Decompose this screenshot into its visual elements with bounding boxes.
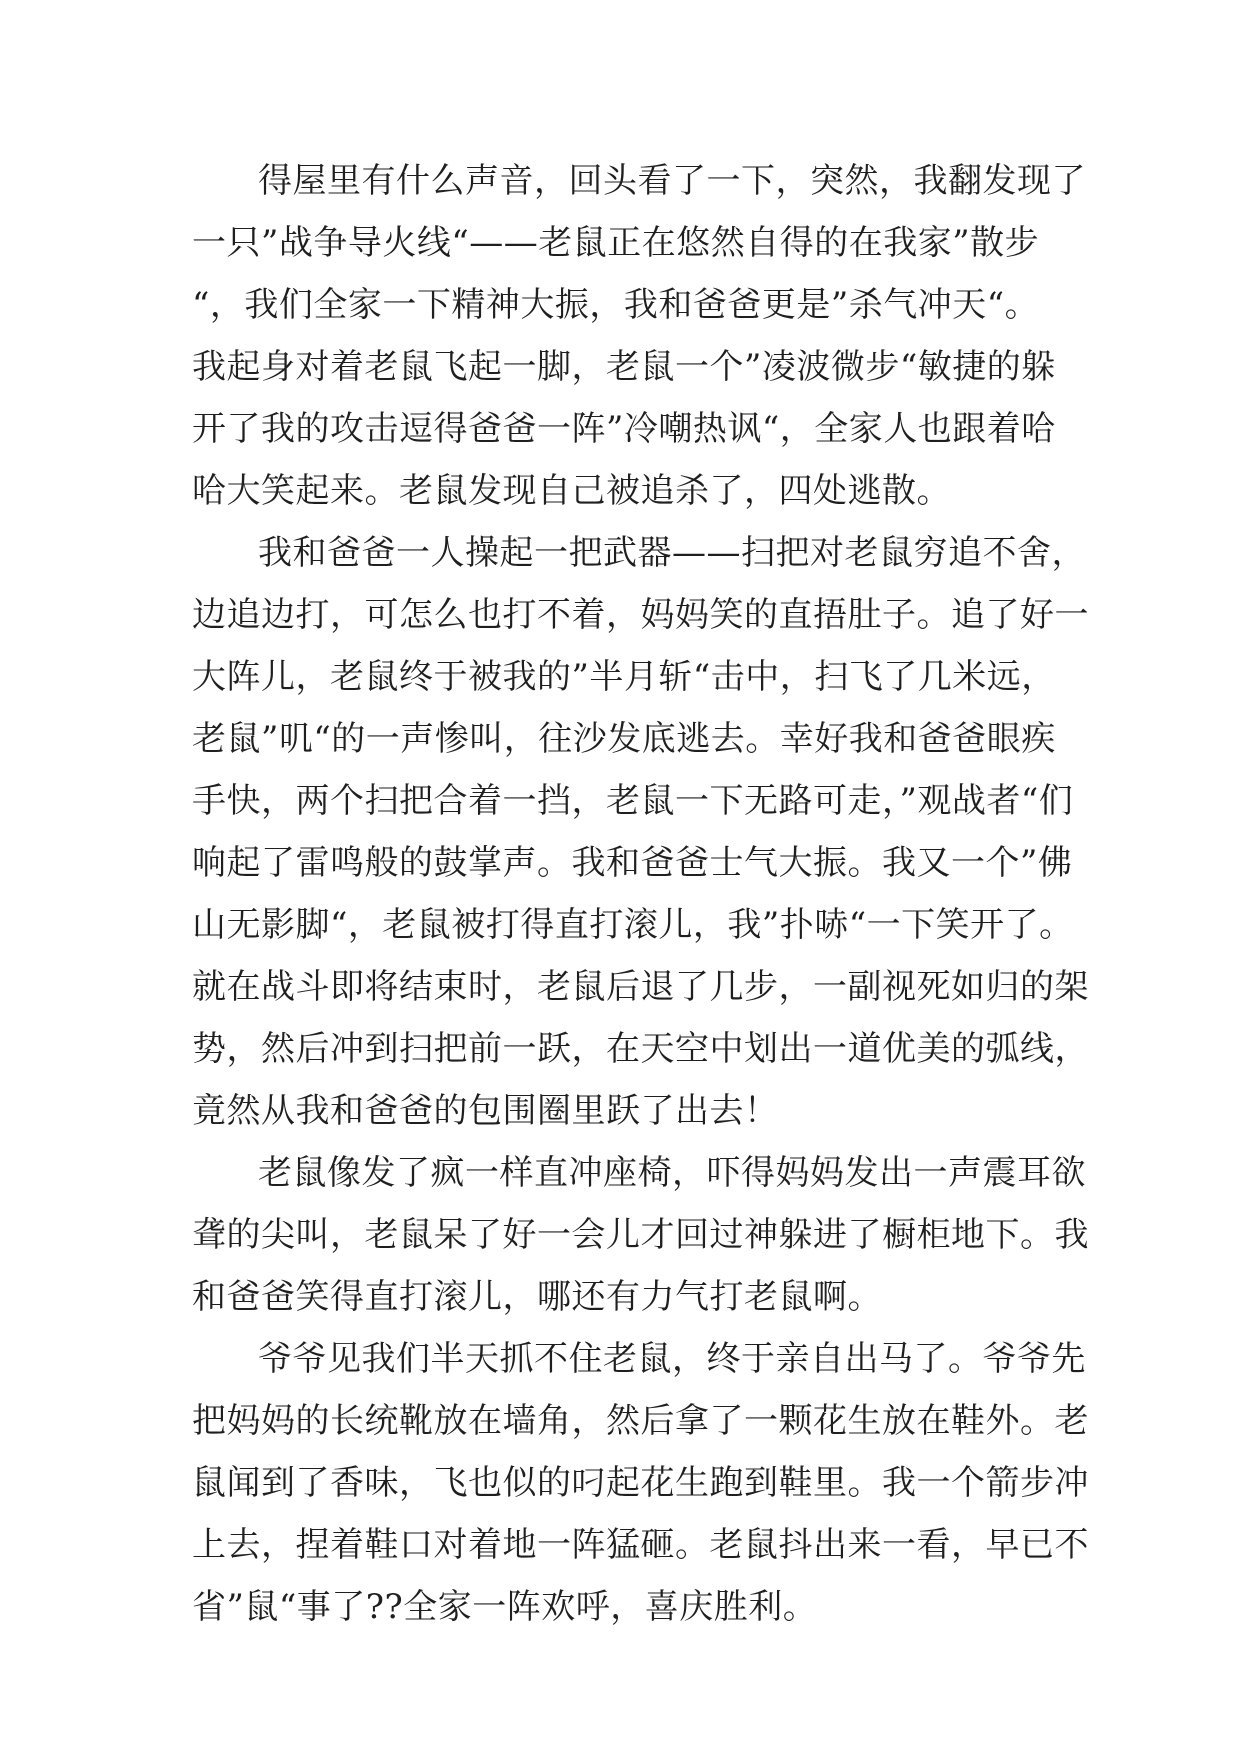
text-line: 爷爷见我们半天抓不住老鼠，终于亲自出马了。爷爷先 [258,1339,1086,1379]
document-body [192,150,1089,1638]
text-line: 省”鼠“事了??全家一阵欢呼，喜庆胜利。 [192,1587,818,1627]
text-line: 聋的尖叫，老鼠呆了好一会儿才回过神躲进了橱柜地下。我 [192,1215,1089,1255]
text-line: 和爸爸笑得直打滚儿，哪还有力气打老鼠啊。 [192,1277,882,1317]
text-line: 鼠闻到了香味，飞也似的叼起花生跑到鞋里。我一个箭步冲 [192,1463,1089,1503]
text-line: 边追边打，可怎么也打不着，妈妈笑的直捂肚子。追了好一 [192,595,1089,635]
text-line: 手快，两个扫把合着一挡，老鼠一下无路可走，”观战者“们 [192,781,1074,821]
text-line: 老鼠像发了疯一样直冲座椅，吓得妈妈发出一声震耳欲 [258,1153,1086,1193]
text-line: 就在战斗即将结束时，老鼠后退了几步，一副视死如归的架 [192,967,1089,1007]
text-line: 响起了雷鸣般的鼓掌声。我和爸爸士气大振。我又一个”佛 [192,843,1073,883]
text-line: 我和爸爸一人操起一把武器——扫把对老鼠穷追不舍， [258,533,1086,573]
text-line: 我起身对着老鼠飞起一脚，老鼠一个”凌波微步“敏捷的躲 [192,347,1056,387]
text-line: 大阵儿，老鼠终于被我的”半月斩“击中，扫飞了几米远， [192,657,1056,697]
text-line: 上去，捏着鞋口对着地一阵猛砸。老鼠抖出来一看，早已不 [192,1525,1089,1565]
paragraph [192,1328,1089,1638]
text-line: 开了我的攻击逗得爸爸一阵”冷嘲热讽“，全家人也跟着哈 [192,409,1056,449]
text-line: 把妈妈的长统靴放在墙角，然后拿了一颗花生放在鞋外。老 [192,1401,1089,1441]
text-line: 老鼠”叽“的一声惨叫，往沙发底逃去。幸好我和爸爸眼疾 [192,719,1056,759]
text-line: 竟然从我和爸爸的包围圈里跃了出去！ [192,1091,779,1131]
text-line: “，我们全家一下精神大振，我和爸爸更是”杀气冲天“。 [192,285,1040,325]
text-line: 得屋里有什么声音，回头看了一下，突然，我翻发现了 [258,161,1086,201]
paragraph [192,522,1089,1142]
paragraph [192,1142,1089,1328]
text-line: 势，然后冲到扫把前一跃，在天空中划出一道优美的弧线， [192,1029,1089,1069]
paragraph [192,150,1086,522]
text-line: 一只”战争导火线“——老鼠正在悠然自得的在我家”散步 [192,223,1040,263]
text-line: 哈大笑起来。老鼠发现自己被追杀了，四处逃散。 [192,471,951,511]
text-line: 山无影脚“，老鼠被打得直打滚儿，我”扑哧“一下笑开了。 [192,905,1074,945]
